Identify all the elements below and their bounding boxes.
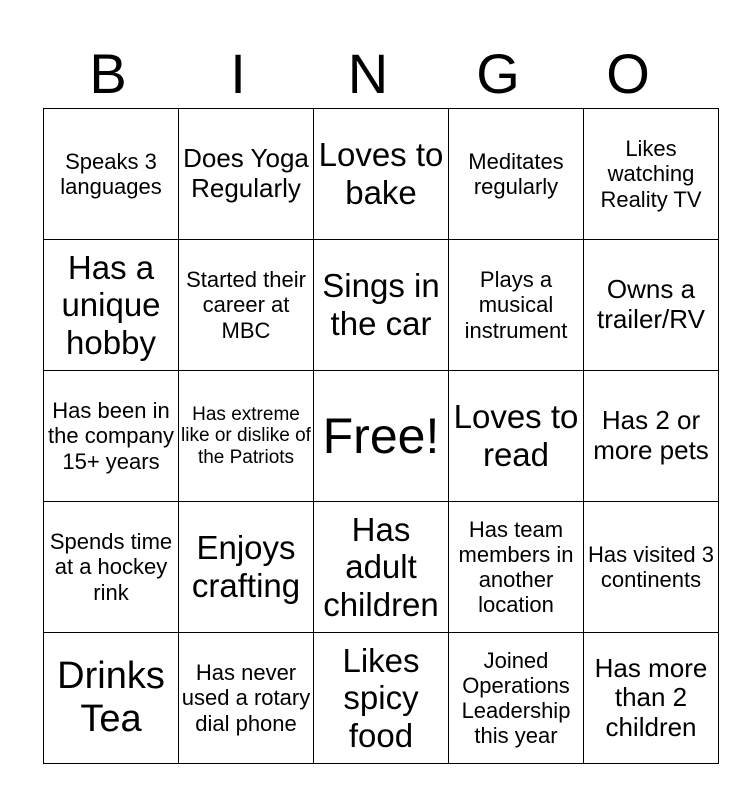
bingo-cell[interactable]: Started their career at MBC xyxy=(179,240,314,371)
bingo-cell[interactable]: Loves to read xyxy=(449,371,584,502)
board-row xyxy=(44,502,719,633)
bingo-cell[interactable]: Enjoys crafting xyxy=(179,502,314,633)
bingo-cell[interactable]: Has extreme like or dislike of the Patriots xyxy=(179,371,314,502)
header-letter-n: N xyxy=(347,42,389,105)
bingo-cell[interactable]: Has visited 3 continents xyxy=(584,502,719,633)
header-letter-o: O xyxy=(606,42,650,105)
bingo-cell[interactable]: Joined Operations Leadership this year xyxy=(449,633,584,764)
bingo-cell[interactable]: Has never used a rotary dial phone xyxy=(179,633,314,764)
board-row xyxy=(44,371,719,502)
bingo-header xyxy=(43,40,693,108)
bingo-cell[interactable]: Likes spicy food xyxy=(314,633,449,764)
bingo-cell[interactable]: Has 2 or more pets xyxy=(584,371,719,502)
bingo-cell[interactable]: Has adult children xyxy=(314,502,449,633)
bingo-cell[interactable]: Drinks Tea xyxy=(44,633,179,764)
bingo-cell[interactable]: Owns a trailer/RV xyxy=(584,240,719,371)
bingo-cell[interactable]: Spends time at a hockey rink xyxy=(44,502,179,633)
header-letter-g: G xyxy=(476,42,520,105)
board-row xyxy=(44,633,719,764)
bingo-cell[interactable]: Plays a musical instrument xyxy=(449,240,584,371)
bingo-cell[interactable]: Has team members in another location xyxy=(449,502,584,633)
bingo-cell[interactable]: Likes watching Reality TV xyxy=(584,109,719,240)
header-letter-i: I xyxy=(230,42,246,105)
bingo-cell[interactable]: Speaks 3 languages xyxy=(44,109,179,240)
board-row xyxy=(44,109,719,240)
bingo-cell[interactable]: Has more than 2 children xyxy=(584,633,719,764)
board-row xyxy=(44,240,719,371)
bingo-cell[interactable]: Has a unique hobby xyxy=(44,240,179,371)
bingo-board xyxy=(43,108,719,764)
bingo-cell[interactable]: Has been in the company 15+ years xyxy=(44,371,179,502)
bingo-cell[interactable]: Does Yoga Regularly xyxy=(179,109,314,240)
bingo-cell[interactable]: Meditates regularly xyxy=(449,109,584,240)
bingo-cell[interactable]: Sings in the car xyxy=(314,240,449,371)
bingo-cell[interactable]: Loves to bake xyxy=(314,109,449,240)
free-space-cell[interactable]: Free! xyxy=(314,371,449,502)
header-letter-b: B xyxy=(89,42,127,105)
